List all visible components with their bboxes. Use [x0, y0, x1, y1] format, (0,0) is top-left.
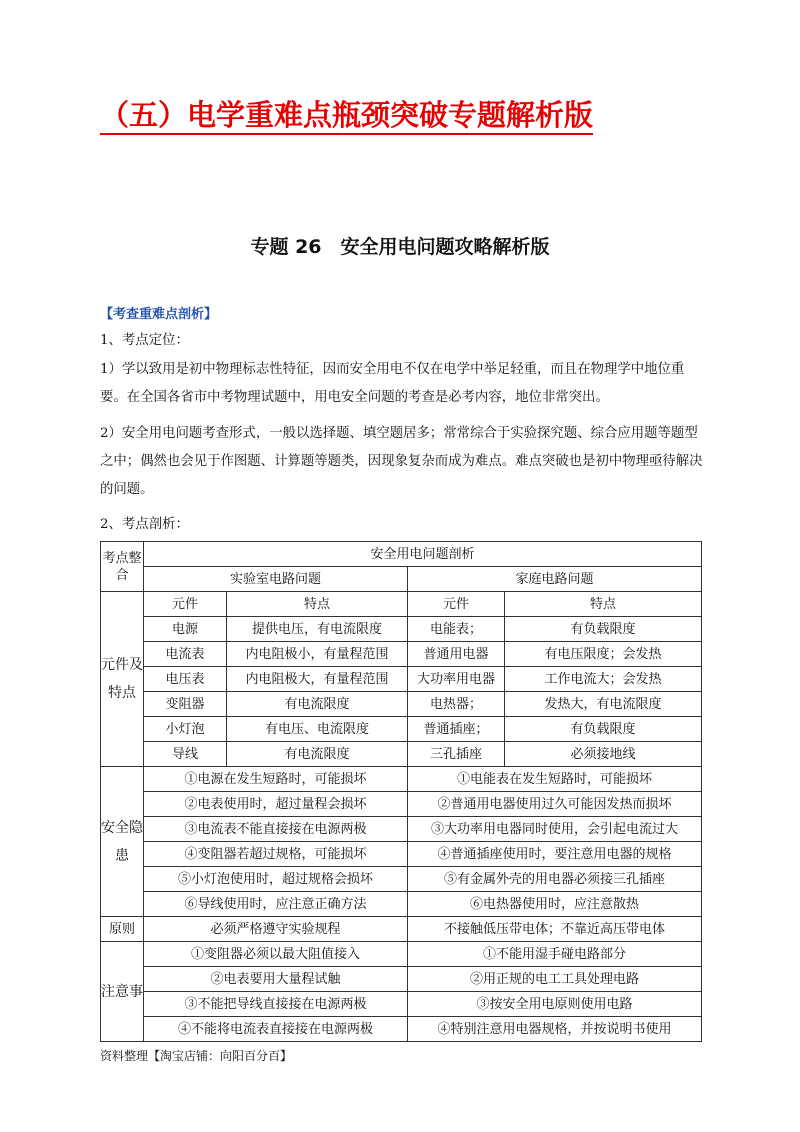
corner-cell: 考点整合 [101, 542, 144, 592]
table-cell: ③按安全用电原则使用电路 [408, 992, 702, 1017]
component-row [101, 742, 702, 767]
table-cell: ③电流表不能直接接在电源两极 [144, 817, 408, 842]
home-header-cell: 家庭电路问题 [408, 567, 702, 592]
heading-exam-analysis: 2、考点剖析： [100, 517, 189, 532]
table-cell: 电流表 [144, 642, 227, 667]
component-row [101, 717, 702, 742]
table-cell: 电压表 [144, 667, 227, 692]
hazard-row [101, 767, 702, 792]
page-title: 专题 26 安全用电问题攻略解析版 [250, 236, 550, 258]
hazard-row [101, 817, 702, 842]
table-cell: 有电流限度 [227, 692, 408, 717]
table-cell: 提供电压，有电流限度 [227, 617, 408, 642]
principle-row [101, 917, 702, 942]
paragraph-1: 1）学以致用是初中物理标志性特征，因而安全用电不仅在电学中举足轻重，而且在物理学中地位重要。在全国各省市中考物理试题中，用电安全问题的考查是必考内容，地位非常突出。 [100, 362, 685, 405]
table-cell: 有电压、电流限度 [227, 717, 408, 742]
series-banner: （五）电学重难点瓶颈突破专题解析版 [100, 98, 593, 135]
table-cell: ②用正规的电工工具处理电路 [408, 967, 702, 992]
paragraph-2: 2）安全用电问题考查形式，一般以选择题、填空题居多；常常综合于实验探究题、综合应用题等题型之中；偶然也会见于作图题、计算题等题类，因现象复杂而成为难点。难点突破也是初中物理亟待解决的问题。 [100, 426, 703, 497]
analysis-table [100, 541, 702, 1042]
header-row [101, 542, 702, 567]
table-cell: 不接触低压带电体；不靠近高压带电体 [408, 917, 702, 942]
principle-label-cell: 原则 [101, 917, 144, 942]
table-cell: ④不能将电流表直接接在电源两极 [144, 1017, 408, 1042]
main-header-cell: 安全用电问题剖析 [144, 542, 702, 567]
table-cell: 有电流限度 [227, 742, 408, 767]
table-cell: ①电能表在发生短路时，可能损坏 [408, 767, 702, 792]
column-header: 特点 [227, 592, 408, 617]
table-cell: 有负载限度 [505, 717, 702, 742]
table-cell: 必须接地线 [505, 742, 702, 767]
hazard-row [101, 892, 702, 917]
table-cell: 工作电流大；会发热 [505, 667, 702, 692]
analysis-table-body [101, 542, 702, 1042]
table-cell: ⑤小灯泡使用时，超过规格会损坏 [144, 867, 408, 892]
table-cell: 普通用电器 [408, 642, 505, 667]
table-cell: 小灯泡 [144, 717, 227, 742]
column-header: 元件 [408, 592, 505, 617]
column-header: 特点 [505, 592, 702, 617]
table-cell: ⑥电热器使用时，应注意散热 [408, 892, 702, 917]
footer-note: 资料整理【淘宝店铺：向阳百分百】 [100, 1049, 293, 1063]
table-cell: 普通插座； [408, 717, 505, 742]
table-cell: 电源 [144, 617, 227, 642]
table-cell: ①电源在发生短路时，可能损坏 [144, 767, 408, 792]
notes-label-cell: 注意事 [101, 942, 144, 1042]
table-cell: 三孔插座 [408, 742, 505, 767]
table-cell: 电能表； [408, 617, 505, 642]
hazard-row [101, 867, 702, 892]
component-row [101, 692, 702, 717]
table-cell: 内电阻极大，有量程范围 [227, 667, 408, 692]
note-row [101, 1017, 702, 1042]
hazard-row [101, 792, 702, 817]
table-cell: 电热器； [408, 692, 505, 717]
table-cell: 有负载限度 [505, 617, 702, 642]
table-cell: 有电压限度；会发热 [505, 642, 702, 667]
table-cell: ③不能把导线直接接在电源两极 [144, 992, 408, 1017]
hazards-label-cell: 安全隐患 [101, 767, 144, 917]
table-cell: ⑤有金属外壳的用电器必须接三孔插座 [408, 867, 702, 892]
table-cell: 内电阻极小，有量程范围 [227, 642, 408, 667]
lab-header-cell: 实验室电路问题 [144, 567, 408, 592]
component-row [101, 617, 702, 642]
section-label: 【考查重难点剖析】 [100, 307, 218, 322]
table-cell: ④变阻器若超过规格，可能损坏 [144, 842, 408, 867]
table-cell: 大功率用电器 [408, 667, 505, 692]
table-cell: ①变阻器必须以最大阻值接入 [144, 942, 408, 967]
table-cell: ③大功率用电器同时使用，会引起电流过大 [408, 817, 702, 842]
table-cell: ②电表要用大量程试触 [144, 967, 408, 992]
component-row [101, 667, 702, 692]
table-cell: 必须严格遵守实验规程 [144, 917, 408, 942]
table-cell: 发热大，有电流限度 [505, 692, 702, 717]
heading-exam-position: 1、考点定位： [100, 333, 189, 348]
hazard-row [101, 842, 702, 867]
table-cell: ④普通插座使用时，要注意用电器的规格 [408, 842, 702, 867]
table-cell: ⑥导线使用时，应注意正确方法 [144, 892, 408, 917]
table-cell: 变阻器 [144, 692, 227, 717]
components-label-cell: 元件及特点 [101, 592, 144, 767]
note-row [101, 942, 702, 967]
note-row [101, 992, 702, 1017]
table-cell: ①不能用湿手碰电路部分 [408, 942, 702, 967]
column-header: 元件 [144, 592, 227, 617]
table-cell: ②普通用电器使用过久可能因发热而损坏 [408, 792, 702, 817]
table-cell: 导线 [144, 742, 227, 767]
component-row [101, 642, 702, 667]
table-cell: ④特别注意用电器规格，并按说明书使用 [408, 1017, 702, 1042]
table-cell: ②电表使用时，超过量程会损坏 [144, 792, 408, 817]
component-header-row [101, 592, 702, 617]
note-row [101, 967, 702, 992]
subheader-row [101, 567, 702, 592]
